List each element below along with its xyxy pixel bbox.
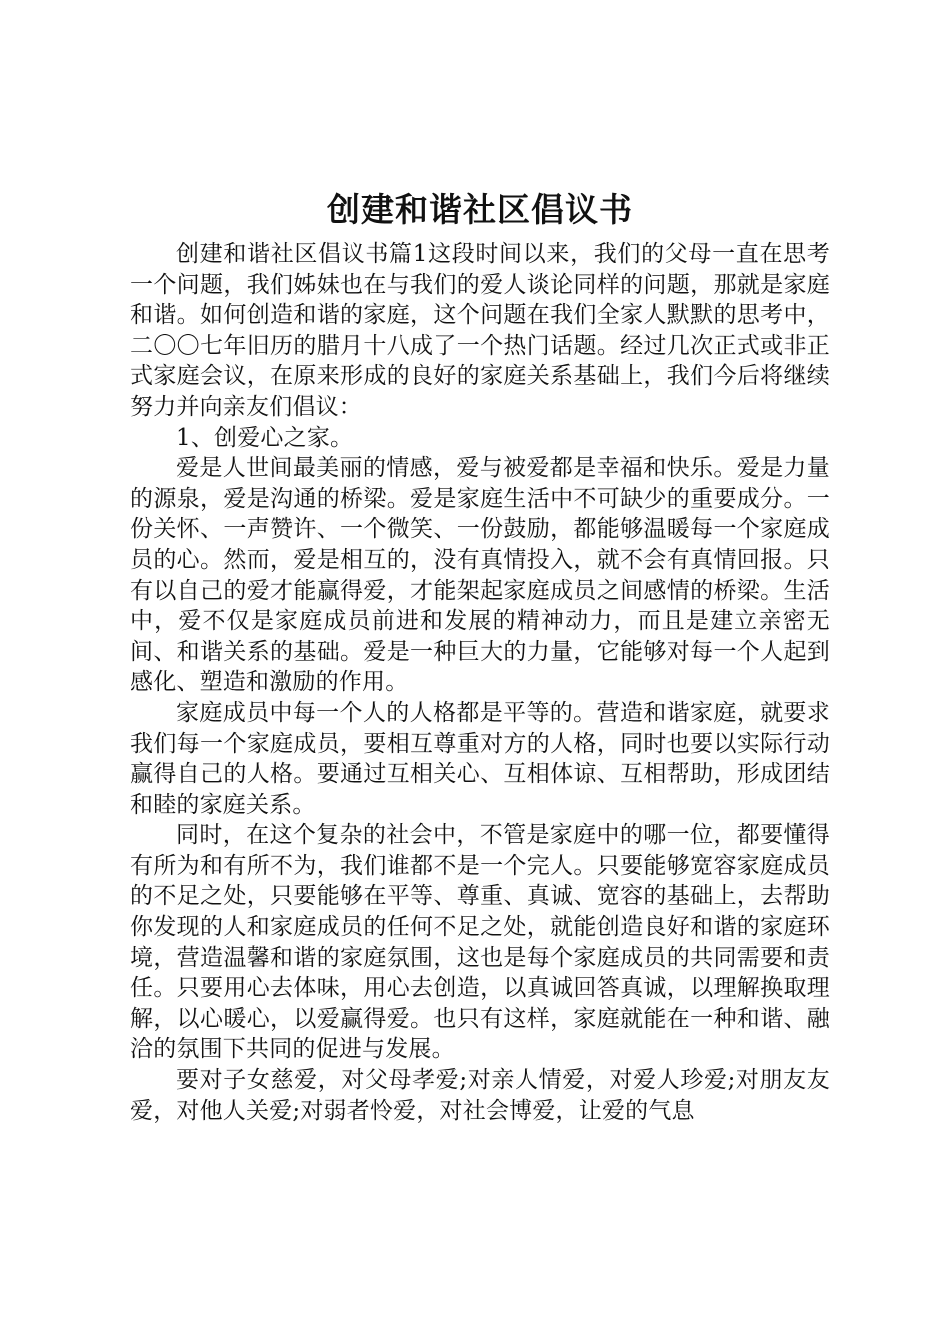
document-paragraph-love: 爱是人世间最美丽的情感，爱与被爱都是幸福和快乐。爱是力量的源泉，爱是沟通的桥梁。爱是家庭生活中不可缺少的重要成分。一份关怀、一声赞许、一个微笑、一份鼓励，都能够温暖每一个家庭成员的心。然而，爱是相互的，没有真情投入，就不会有真情回报。只有以自己的爱才能赢得爱，才能架起家庭成员之间感情的桥梁。生活中，爱不仅是家庭成员前进和发展的精神动力，而且是建立亲密无间、和谐关系的基础。爱是一种巨大的力量，它能够对每一个人起到感化、塑造和激励的作用。: [130, 455, 830, 696]
document-paragraph-tolerance: 同时，在这个复杂的社会中，不管是家庭中的哪一位，都要懂得有所为和有所不为，我们谁都不是一个完人。只要能够宽容家庭成员的不足之处，只要能够在平等、尊重、真诚、宽容的基础上，去帮助你发现的人和家庭成员的任何不足之处，就能创造良好和谐的家庭环境，营造温馨和谐的家庭氛围，这也是每个家庭成员的共同需要和责任。只要用心去体味，用心去创造，以真诚回答真诚，以理解换取理解，以心暖心，以爱赢得爱。也只有这样，家庭就能在一种和谐、融洽的氛围下共同的促进与发展。: [130, 822, 830, 1063]
document-content: [130, 185, 830, 1126]
document-paragraph-heading-1: 1、创爱心之家。: [176, 424, 354, 451]
document-title: 创建和谐社区倡议书: [327, 190, 633, 229]
document-paragraph-equality: 家庭成员中每一个人的人格都是平等的。营造和谐家庭，就要求我们每一个家庭成员，要相互尊重对方的人格，同时也要以实际行动赢得自己的人格。要通过互相关心、互相体谅、互相帮助，形成团结和睦的家庭关系。: [130, 699, 830, 818]
document-paragraph-intro: 创建和谐社区倡议书篇1这段时间以来，我们的父母一直在思考一个问题，我们姊妹也在与我们的爱人谈论同样的问题，那就是家庭和谐。如何创造和谐的家庭，这个问题在我们全家人默默的思考中，二〇〇七年旧历的腊月十八成了一个热门话题。经过几次正式或非正式家庭会议，在原来形成的良好的家庭关系基础上，我们今后将继续努力并向亲友们倡议：: [130, 241, 830, 420]
document-paragraph-care: 要对子女慈爱，对父母孝爱;对亲人情爱，对爱人珍爱;对朋友友爱，对他人关爱;对弱者怜爱，对社会博爱，让爱的气息: [130, 1067, 830, 1124]
